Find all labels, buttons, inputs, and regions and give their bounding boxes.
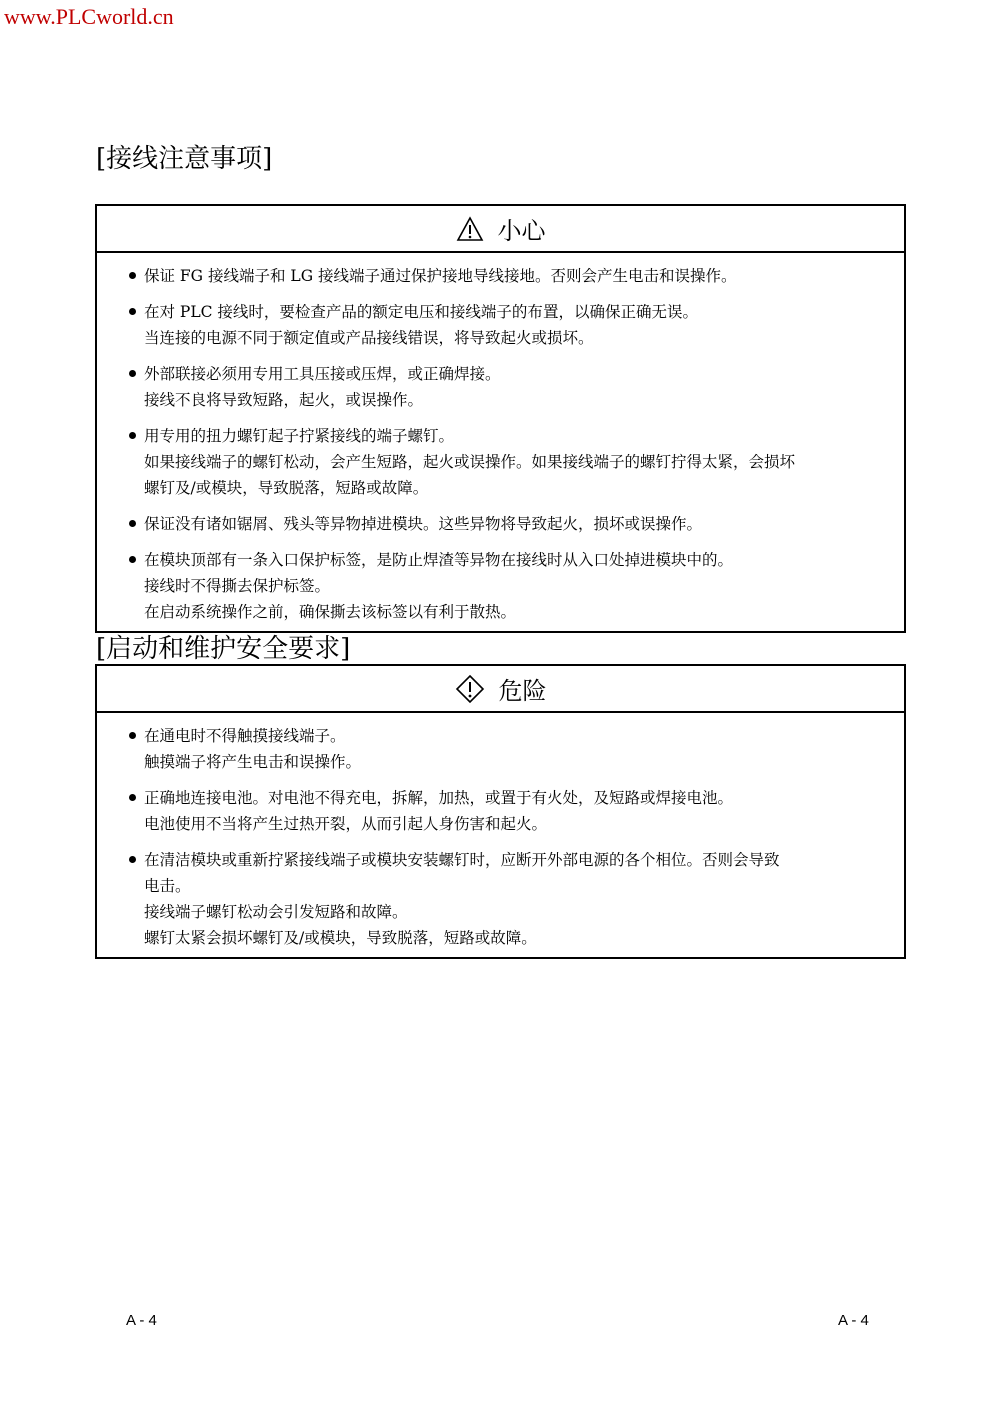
item-text: 螺钉及/或模块，导致脱落，短路或故障。: [144, 479, 429, 497]
list-item: [97, 423, 904, 501]
page-number-right: A - 4: [838, 1312, 869, 1329]
bullet-dot: [129, 272, 136, 279]
danger-list: [97, 713, 904, 957]
list-item: [97, 847, 904, 951]
item-text: 接线不良将导致短路，起火，或误操作。: [144, 391, 424, 409]
bullet-dot: [129, 732, 136, 739]
list-item: [97, 785, 904, 837]
bullet-dot: [129, 520, 136, 527]
danger-header: [97, 666, 904, 713]
item-text: 如果接线端子的螺钉松动，会产生短路，起火或误操作。如果接线端子的螺钉拧得太紧，会损坏: [144, 453, 796, 471]
list-item: [97, 299, 904, 351]
item-text: 保证没有诸如锯屑、残头等异物掉进模块。这些异物将导致起火，损坏或误操作。: [144, 515, 703, 533]
item-text: 在清洁模块或重新拧紧接线端子或模块安装螺钉时，应断开外部电源的各个相位。否则会导致: [144, 851, 780, 869]
bullet-dot: [129, 856, 136, 863]
caution-header: [97, 206, 904, 253]
watermark-link: www.PLCworld.cn: [4, 4, 174, 29]
danger-diamond-icon: [455, 674, 485, 704]
caution-list: [97, 253, 904, 631]
item-text: 电击。: [144, 877, 191, 895]
item-text: 正确地连接电池。对电池不得充电，拆解，加热，或置于有火处，及短路或焊接电池。: [144, 789, 734, 807]
caution-box: [95, 204, 906, 633]
item-text: 在对 PLC 接线时，要检查产品的额定电压和接线端子的布置，以确保正确无误。: [144, 303, 698, 321]
item-text: 外部联接必须用专用工具压接或压焊，或正确焊接。: [144, 365, 501, 383]
list-item: [97, 263, 904, 289]
list-item: [97, 361, 904, 413]
bullet-dot: [129, 432, 136, 439]
item-text: 在模块顶部有一条入口保护标签，是防止焊渣等异物在接线时从入口处掉进模块中的。: [144, 551, 734, 569]
item-text: 用专用的扭力螺钉起子拧紧接线的端子螺钉。: [144, 427, 455, 445]
page-number-left: A - 4: [126, 1312, 157, 1329]
item-text: 当连接的电源不同于额定值或产品接线错误，将导致起火或损坏。: [144, 329, 594, 347]
danger-title: 危险: [498, 677, 547, 705]
warning-triangle-icon: [456, 216, 484, 242]
bullet-dot: [129, 308, 136, 315]
section-title-wiring: [接线注意事项]: [96, 144, 273, 174]
item-text: 电池使用不当将产生过热开裂，从而引起人身伤害和起火。: [144, 815, 548, 833]
list-item: [97, 511, 904, 537]
item-text: 接线时不得撕去保护标签。: [144, 577, 331, 595]
item-text: 在启动系统操作之前，确保撕去该标签以有利于散热。: [144, 603, 517, 621]
danger-box: [95, 664, 906, 959]
caution-title: 小心: [497, 217, 546, 245]
list-item: [97, 547, 904, 625]
item-text: 保证 FG 接线端子和 LG 接线端子通过保护接地导线接地。否则会产生电击和误操作。: [144, 267, 737, 285]
bullet-dot: [129, 370, 136, 377]
item-text: 在通电时不得触摸接线端子。: [144, 727, 346, 745]
item-text: 螺钉太紧会损坏螺钉及/或模块，导致脱落，短路或故障。: [144, 929, 537, 947]
section-title-startup: [启动和维护安全要求]: [96, 634, 351, 664]
item-text: 接线端子螺钉松动会引发短路和故障。: [144, 903, 408, 921]
list-item: [97, 723, 904, 775]
bullet-dot: [129, 794, 136, 801]
bullet-dot: [129, 556, 136, 563]
item-text: 触摸端子将产生电击和误操作。: [144, 753, 362, 771]
